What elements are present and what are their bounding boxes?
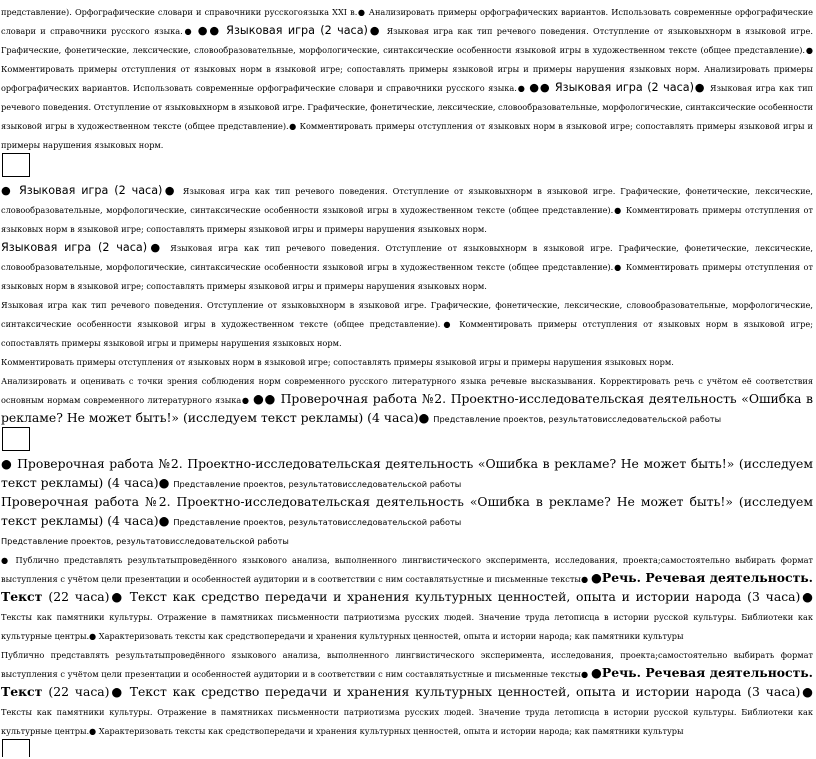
heading-text: ● Проверочная работа №2. Проектно-исследовательская деятельность «Ошибка в рекламе? Не может быть!» (исследуем текст рекламы) (4 часа)● [1,456,813,490]
body-text: Публично представлять результатыпроведённого языкового анализа, выполненного лингвистического эксперимента, исследования, проекта;самостоятельно выбирать формат выступления с учётом цели презентации и особенностей аудитории и в соответствии с ним составлятьустные и письменные тексты● [1,650,813,679]
paragraph [0,643,814,738]
heading-text: ● Языковая игра (2 часа)● [1,184,183,197]
paragraph [0,293,814,350]
body-text: Анализировать и оценивать с точки зрения соблюдения норм современного русского литературного языка речевые высказывания. Корректировать речь с учётом её соответствия основным нормам современного литературного языка● [1,376,813,405]
heading-text: Проверочная работа №2. Проектно-исследовательская деятельность «Ошибка в рекламе? Не может быть!» (исследуем текст рекламы) (4 часа)● [1,494,813,528]
paragraph [0,548,814,643]
paragraph [0,453,814,491]
heading-text: Представление проектов, результатовисследовательской работы [1,536,289,546]
table-cell-frame [2,153,30,177]
body-text: Языковая игра как тип речевого поведения. Отступление от языковыхнорм в языковой игре. Графические, фонетические, лексические, словообразовательные, морфологические, синтаксические особенности языковой игры в художественном тексте (общее представление).● Комментировать примеры отступления от языковых норм в языковой игре; сопоставлять примеры языковой игры и примеры нарушения языковых норм. Анализировать примеры орфографических вариантов. Использовать современные орфографические словари и справочники русского языка.● [1,26,813,93]
paragraph [0,491,814,529]
body-text: Языковая игра как тип речевого поведения. Отступление от языковыхнорм в языковой игре. Графические, фонетические, лексические, словообразовательные, морфологические, синтаксические особенности языковой игры в художественном тексте (общее представление).● Комментировать примеры отступления от языковых норм в языковой игре; сопоставлять примеры языковой игры и примеры нарушения языковых норм. [1,186,813,234]
body-text: Комментировать примеры отступления от языковых норм в языковой игре; сопоставлять примеры языковой игры и примеры нарушения языковых норм. [1,357,674,367]
paragraph [0,369,814,426]
heading-text: ●● Языковая игра (2 часа)● [197,24,387,37]
body-text: Тексты как памятники культуры. Отражение в памятниках письменности патриотизма русских людей. Значение труда летописца в истории русской культуры. Библиотеки как культурные центры.● Характеризовать тексты как средствопередачи и хранения культурных ценностей, опыта и истории народа; как памятники культуры [1,707,813,736]
heading-text: ●● Проверочная работа №2. Проектно-исследовательская деятельность «Ошибка в рекламе? Не может быть!» (исследуем текст рекламы) (4 часа)● [1,391,813,425]
paragraph [0,0,814,152]
body-text: представление). Орфографические словари и справочники русскогоязыка XXI в.● Анализировать примеры орфографических вариантов. Использовать современные орфографические словари и справочники русского языка.● [1,7,813,36]
heading-text: ●Речь. Речевая деятельность. Текст [1,665,813,699]
body-text: Языковая игра как тип речевого поведения. Отступление от языковыхнорм в языковой игре. Графические, фонетические, лексические, словообразовательные, морфологические, синтаксические особенности языковой игры в художественном тексте (общее представление).● Комментировать примеры отступления от языковых норм в языковой игре; сопоставлять примеры языковой игры и примеры нарушения языковых норм. [1,300,813,348]
heading-text: Представление проектов, результатовисследовательской работы [433,414,722,424]
heading-text: ●Речь. Речевая деятельность. Текст [1,570,813,604]
paragraph [0,179,814,236]
heading-text: (22 часа)● Текст как средство передачи и хранения культурных ценностей, опыта и истории народа (3 часа)● [48,684,813,699]
heading-text: ●● Языковая игра (2 часа)● [529,81,710,94]
paragraph [0,236,814,293]
heading-text: Представление проектов, результатовисследовательской работы [173,517,462,527]
table-cell-frame [2,739,30,757]
paragraph [0,529,814,548]
heading-text: (22 часа)● Текст как средство передачи и хранения культурных ценностей, опыта и истории народа (3 часа)● [48,589,813,604]
body-text: ● Публично представлять результатыпроведённого языкового анализа, выполненного лингвистического эксперимента, исследования, проекта;самостоятельно выбирать формат выступления с учётом цели презентации и особенностей аудитории и в соответствии с ним составлятьустные и письменные тексты● [1,555,813,584]
heading-text: Языковая игра (2 часа)● [1,241,171,254]
heading-text: Представление проектов, результатовисследовательской работы [173,479,462,489]
body-text: Языковая игра как тип речевого поведения. Отступление от языковыхнорм в языковой игре. Графические, фонетические, лексические, словообразовательные, морфологические, синтаксические особенности языковой игры в художественном тексте (общее представление).● Комментировать примеры отступления от языковых норм в языковой игре; сопоставлять примеры языковой игры и примеры нарушения языковых норм. [1,243,814,291]
paragraph [0,350,814,369]
table-cell-frame [2,427,30,451]
body-text: Языковая игра как тип речевого поведения. Отступление от языковыхнорм в языковой игре. Графические, фонетические, лексические, словообразовательные, морфологические, синтаксические особенности языковой игры в художественном тексте (общее представление).● Комментировать примеры отступления от языковых норм в языковой игре; сопоставлять примеры языковой игры и примеры нарушения языковых норм. [1,83,814,150]
body-text: Тексты как памятники культуры. Отражение в памятниках письменности патриотизма русских людей. Значение труда летописца в истории русской культуры. Библиотеки как культурные центры.● Характеризовать тексты как средствопередачи и хранения культурных ценностей, опыта и истории народа; как памятники культуры [1,612,813,641]
